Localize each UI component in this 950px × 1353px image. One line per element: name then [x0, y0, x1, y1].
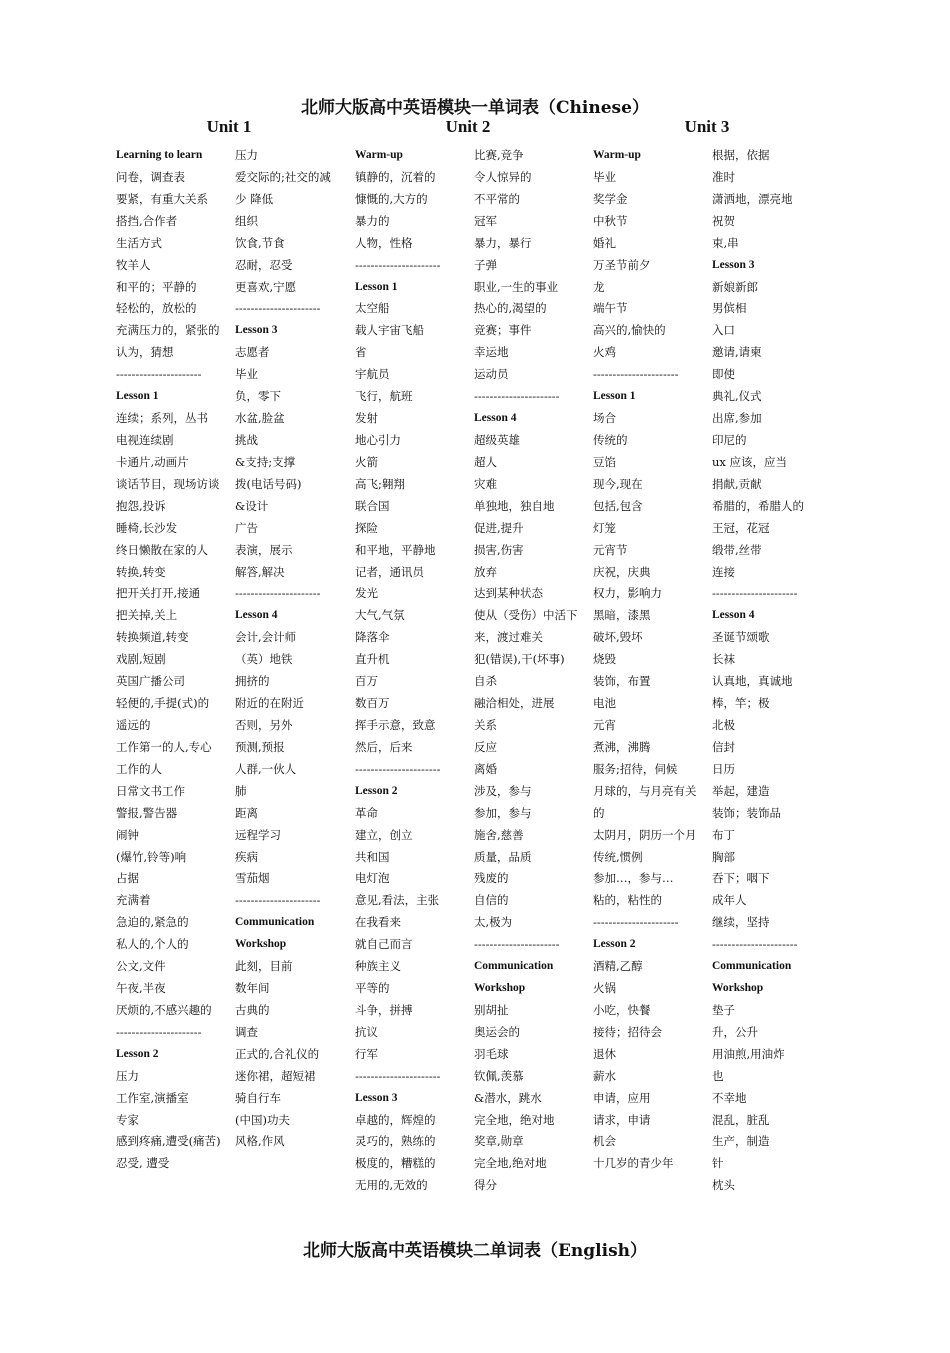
word-entry: 升，公升 [712, 1024, 758, 1039]
word-entry: 不幸地 [712, 1090, 747, 1105]
word-entry: （英）地铁 [235, 652, 293, 667]
word-entry: 日历 [712, 761, 735, 776]
word-entry: ---------------------- [712, 586, 798, 601]
word-entry: 卡通片,动画片 [116, 454, 189, 469]
word-entry: 王冠，花冠 [712, 520, 770, 535]
word-entry: 犯(错误),干(坏事) [474, 652, 565, 667]
word-entry: 附近的在附近 [235, 696, 304, 711]
word-entry: 包括,包含 [593, 498, 643, 513]
word-entry: 离婚 [474, 761, 497, 776]
word-entry: 距离 [235, 805, 258, 820]
word-entry: 信封 [712, 739, 735, 754]
word-entry: 潇洒地，漂亮地 [712, 191, 793, 206]
word-entry: 自信的 [474, 893, 509, 908]
word-entry: 风格,作风 [235, 1134, 285, 1149]
word-entry: 轻便的,手提(式)的 [116, 696, 210, 711]
word-entry: ---------------------- [355, 1068, 441, 1083]
word-entry: 降落伞 [355, 630, 390, 645]
word-entry: 认为，猜想 [116, 345, 174, 360]
word-entry: 祝贺 [712, 213, 735, 228]
section-heading: Lesson 1 [593, 390, 636, 403]
word-entry: 热心的,渴望的 [474, 301, 547, 316]
word-entry: 火鸡 [593, 345, 616, 360]
word-entry: 问卷，调查表 [116, 169, 185, 184]
word-entry: 少 降低 [235, 191, 274, 206]
word-entry: ---------------------- [474, 937, 560, 952]
word-entry: 灯笼 [593, 520, 616, 535]
word-entry: 促进,提升 [474, 520, 524, 535]
word-entry: 权力，影响力 [593, 586, 662, 601]
word-entry: 占据 [116, 871, 139, 886]
word-entry: 忍耐，忍受 [235, 257, 293, 272]
word-column-1 [116, 145, 234, 1175]
word-entry: 损害,伤害 [474, 542, 524, 557]
word-entry: 充满着 [116, 893, 151, 908]
word-entry: 用油煎,用油炸 [712, 1046, 785, 1061]
word-entry: 场合 [593, 411, 616, 426]
word-entry: 极度的，糟糕的 [355, 1156, 436, 1171]
word-entry: 宇航员 [355, 367, 390, 382]
word-entry: 和平地，平静地 [355, 542, 436, 557]
page-title: 北师大版高中英语模块一单词表（Chinese） [301, 98, 649, 118]
word-entry: 解答,解决 [235, 564, 285, 579]
word-entry: 然后，后来 [355, 739, 413, 754]
word-entry: 闹钟 [116, 827, 139, 842]
word-entry: 庆祝，庆典 [593, 564, 651, 579]
word-entry: 数年间 [235, 981, 270, 996]
word-entry: 烧毁 [593, 652, 616, 667]
word-entry: 警报,警告器 [116, 805, 178, 820]
word-entry: 革命 [355, 805, 378, 820]
word-entry: 午夜,半夜 [116, 981, 166, 996]
word-entry: 此刻，目前 [235, 959, 293, 974]
word-entry: 比赛,竞争 [474, 148, 524, 162]
word-entry: 专家 [116, 1112, 139, 1127]
word-entry: 印尼的 [712, 432, 747, 447]
word-entry: 厌烦的,不感兴趣的 [116, 1002, 212, 1017]
word-entry: 融洽相处，进展 [474, 696, 555, 711]
word-entry: &设计 [235, 498, 269, 513]
section-heading: Warm-up [355, 149, 403, 161]
word-entry: 私人的,个人的 [116, 937, 189, 952]
word-entry: 搭挡,合作者 [116, 213, 178, 228]
word-entry: 自杀 [474, 674, 497, 689]
word-entry: 镇静的，沉着的 [355, 169, 436, 184]
word-entry: 谈话节目，现场访谈 [116, 476, 220, 491]
word-entry: 省 [355, 345, 367, 360]
word-entry: 广告 [235, 520, 258, 535]
word-entry: 幸运地 [474, 345, 509, 360]
word-entry: 毕业 [235, 367, 258, 382]
word-entry: 人物，性格 [355, 235, 413, 250]
word-entry: 现今,现在 [593, 476, 643, 491]
word-entry: 钦佩,羡慕 [474, 1068, 524, 1083]
word-entry: 奖章,勋章 [474, 1134, 524, 1149]
word-entry: 负，零下 [235, 389, 281, 404]
word-entry: 雪茄烟 [235, 871, 270, 886]
word-entry: 抱怨,投诉 [116, 498, 166, 513]
word-entry: 充满压力的，紧张的 [116, 323, 220, 338]
section-heading: Lesson 2 [116, 1047, 159, 1060]
word-entry: 正式的,合礼仪的 [235, 1046, 320, 1061]
word-entry: 发光 [355, 586, 378, 601]
word-entry: 意见,看法，主张 [355, 893, 440, 908]
word-entry: 人群,一伙人 [235, 761, 297, 776]
word-entry: 志愿者 [235, 345, 270, 360]
word-entry: ---------------------- [474, 389, 560, 404]
word-entry: 在我看来 [355, 915, 401, 930]
word-entry: 转换,转变 [116, 564, 166, 579]
word-entry: 压力 [116, 1068, 139, 1083]
word-entry: 忍受, 遭受 [116, 1156, 170, 1171]
word-entry: 迷你裙，超短裙 [235, 1068, 316, 1083]
word-entry: &支持;支撑 [235, 454, 296, 469]
word-entry: 数百万 [355, 696, 390, 711]
word-entry: 长袜 [712, 652, 735, 667]
word-entry: 别胡扯 [474, 1002, 509, 1017]
word-entry: ---------------------- [235, 893, 321, 908]
word-entry: 万圣节前夕 [593, 257, 651, 272]
word-entry: 传统的 [593, 432, 628, 447]
word-entry: 调查 [235, 1024, 258, 1039]
word-entry: 放弃 [474, 564, 497, 579]
word-entry: 得分 [474, 1178, 497, 1193]
word-column-2 [235, 145, 353, 1153]
word-entry: 探险 [355, 520, 378, 535]
word-entry: 龙 [593, 279, 605, 294]
word-entry: 把关掉,关上 [116, 608, 178, 623]
word-entry: 完全地，绝对地 [474, 1112, 555, 1127]
word-entry: 完全地,绝对地 [474, 1156, 547, 1171]
word-entry: 使从（受伤）中活下 [474, 608, 578, 623]
word-entry: 终日懒散在家的人 [116, 542, 208, 557]
word-entry: 婚礼 [593, 235, 616, 250]
word-entry: 更喜欢,宁愿 [235, 279, 297, 294]
word-entry: 直升机 [355, 652, 390, 667]
next-section-title: 北师大版高中英语模块二单词表（English） [302, 1241, 648, 1261]
word-entry: 预测,预报 [235, 739, 285, 754]
word-entry: ---------------------- [355, 257, 441, 272]
word-entry: 冠军 [474, 213, 497, 228]
word-entry: 挑战 [235, 432, 258, 447]
section-heading: Workshop [474, 982, 526, 995]
word-entry: 月球的，与月亮有关 [593, 783, 697, 798]
word-entry: 单独地，独自地 [474, 498, 555, 513]
word-entry: 联合国 [355, 498, 390, 513]
word-entry: 太,极为 [474, 915, 513, 930]
word-entry: 出席,参加 [712, 411, 762, 426]
word-entry: 火锅 [593, 981, 616, 996]
word-entry: 质量，品质 [474, 849, 532, 864]
word-entry: 太空船 [355, 301, 390, 316]
word-entry: 关系 [474, 717, 497, 732]
word-entry: 生活方式 [116, 235, 162, 250]
word-entry: 中秋节 [593, 213, 628, 228]
word-entry: 暴力的 [355, 213, 390, 228]
word-entry: 灵巧的，熟练的 [355, 1134, 436, 1149]
word-entry: ---------------------- [593, 367, 679, 382]
word-entry: 不平常的 [474, 191, 520, 206]
word-entry: 缎带,丝带 [712, 542, 762, 557]
word-entry: 成年人 [712, 893, 747, 908]
word-entry: 骑自行车 [235, 1090, 281, 1105]
section-heading: Communication [235, 916, 315, 929]
word-entry: 灾难 [474, 476, 497, 491]
word-entry: 挥手示意，致意 [355, 717, 436, 732]
word-entry: 枕头 [712, 1178, 735, 1193]
word-entry: 薪水 [593, 1068, 616, 1083]
word-entry: 卓越的，辉煌的 [355, 1112, 436, 1127]
word-entry: 慷慨的,大方的 [355, 191, 428, 206]
word-entry: 感到疼痛,遭受(痛苦) [116, 1134, 221, 1149]
word-entry: 装饰；装饰品 [712, 805, 781, 820]
word-entry: 水盆,脸盆 [235, 411, 285, 426]
word-entry: 传统,惯例 [593, 849, 643, 864]
word-entry: 把开关打开,接通 [116, 586, 201, 601]
word-entry: 粘的，粘性的 [593, 893, 662, 908]
word-entry: 古典的 [235, 1002, 270, 1017]
word-entry: 无用的,无效的 [355, 1178, 428, 1193]
word-entry: 请求，申请 [593, 1112, 651, 1127]
section-heading: Lesson 4 [474, 412, 517, 425]
word-entry: 高飞;翱翔 [355, 476, 405, 491]
word-entry: 棒，竿；极 [712, 696, 770, 711]
word-column-4 [474, 145, 592, 1197]
section-heading: Workshop [712, 982, 764, 995]
word-entry: 生产，制造 [712, 1134, 770, 1149]
word-entry: 工作室,演播室 [116, 1090, 189, 1105]
word-entry: 奥运会的 [474, 1024, 520, 1039]
section-heading: Workshop [235, 938, 287, 951]
word-entry: 的 [593, 805, 605, 820]
word-entry: 斗争，拼搏 [355, 1002, 413, 1017]
word-entry: 胸部 [712, 849, 735, 864]
word-entry: 工作第一的人,专心 [116, 739, 212, 754]
word-entry: 发射 [355, 411, 378, 426]
word-entry: 举起，建造 [712, 783, 770, 798]
word-entry: 电灯泡 [355, 871, 390, 886]
word-entry: 连接 [712, 564, 735, 579]
section-heading: Warm-up [593, 149, 641, 161]
word-entry: 酒精,乙醇 [593, 959, 643, 974]
word-entry: 参加，参与 [474, 805, 532, 820]
unit-3-heading: Unit 3 [684, 117, 730, 136]
word-entry: 新娘新郎 [712, 279, 758, 294]
word-entry: 日常文书工作 [116, 783, 185, 798]
word-entry: ---------------------- [235, 301, 321, 316]
word-entry: 太阴月，阴历一个月 [593, 827, 697, 842]
word-entry: 飞行，航班 [355, 389, 413, 404]
word-entry: 男傧相 [712, 301, 747, 316]
word-entry: 即使 [712, 367, 735, 382]
word-entry: 远程学习 [235, 827, 281, 842]
word-entry: 布丁 [712, 827, 735, 842]
word-entry: 共和国 [355, 849, 390, 864]
word-entry: 煮沸，沸腾 [593, 739, 651, 754]
word-entry: 职业,一生的事业 [474, 279, 559, 294]
word-entry: 圣诞节颂歌 [712, 630, 770, 645]
word-entry: 公文,文件 [116, 959, 166, 974]
word-entry: 元宵 [593, 717, 616, 732]
word-entry: 奖学金 [593, 191, 628, 206]
word-entry: 机会 [593, 1134, 616, 1149]
word-entry: 电池 [593, 696, 616, 711]
word-entry: 连续；系列，丛书 [116, 411, 208, 426]
word-entry: 羽毛球 [474, 1046, 509, 1061]
section-heading: Lesson 1 [355, 280, 398, 293]
word-entry: 种族主义 [355, 959, 401, 974]
word-entry: 急迫的,紧急的 [116, 915, 189, 930]
word-entry: ---------------------- [235, 586, 321, 601]
word-entry: 运动员 [474, 367, 509, 382]
word-entry: 服务;招待，伺候 [593, 761, 678, 776]
word-entry: 饮食,节食 [235, 235, 285, 250]
word-entry: 抗议 [355, 1024, 378, 1039]
word-entry: 根据，依据 [712, 148, 770, 162]
word-entry: 高兴的,愉快的 [593, 323, 666, 338]
section-heading: Lesson 4 [235, 609, 278, 622]
section-heading: Communication [474, 960, 554, 973]
word-entry: 继续，坚持 [712, 915, 770, 930]
word-entry: 吞下；咽下 [712, 871, 770, 886]
word-entry: ---------------------- [593, 915, 679, 930]
word-entry: 大气,气氛 [355, 608, 405, 623]
word-entry: 退休 [593, 1046, 616, 1061]
word-entry: 混乱，脏乱 [712, 1112, 770, 1127]
word-entry: (爆竹,铃等)响 [116, 849, 187, 864]
section-heading: Learning to learn [116, 149, 203, 161]
word-entry: 牧羊人 [116, 257, 151, 272]
word-entry: 疾病 [235, 849, 258, 864]
word-entry: 行军 [355, 1046, 378, 1061]
word-entry: 百万 [355, 674, 378, 689]
word-entry: 装饰，布置 [593, 674, 651, 689]
word-entry: 典礼,仪式 [712, 389, 762, 404]
word-entry: 遥远的 [116, 717, 151, 732]
word-entry: 建立，创立 [355, 827, 413, 842]
word-entry: 轻松的，放松的 [116, 301, 197, 316]
word-entry: 捐献,贡献 [712, 476, 762, 491]
word-entry: 会计,会计师 [235, 630, 297, 645]
word-entry: 睡椅,长沙发 [116, 520, 178, 535]
word-entry: 元宵节 [593, 542, 628, 557]
word-entry: 肺 [235, 783, 247, 798]
word-entry: 令人惊异的 [474, 169, 532, 184]
word-entry: 压力 [235, 148, 258, 162]
word-entry: ---------------------- [116, 1024, 202, 1039]
word-entry: 竞赛；事件 [474, 323, 532, 338]
word-entry: 黑暗，漆黑 [593, 608, 651, 623]
word-entry: 工作的人 [116, 761, 162, 776]
word-entry: 参加…，参与… [593, 871, 674, 886]
word-entry: 英国广播公司 [116, 674, 185, 689]
word-entry: 火箭 [355, 454, 378, 469]
word-entry: 申请，应用 [593, 1090, 651, 1105]
word-entry: 表演，展示 [235, 542, 293, 557]
word-entry: 否则，另外 [235, 717, 293, 732]
word-entry: ux 应该，应当 [712, 454, 788, 469]
word-column-6 [712, 145, 830, 1197]
word-entry: 地心引力 [355, 432, 401, 447]
word-entry: 毕业 [593, 169, 616, 184]
word-entry: 戏剧,短剧 [116, 652, 166, 667]
word-entry: 转换频道,转变 [116, 630, 189, 645]
word-entry: 垫子 [712, 1002, 735, 1017]
section-heading: Communication [712, 960, 792, 973]
word-entry: (中国)功夫 [235, 1112, 290, 1127]
unit-2-heading: Unit 2 [445, 117, 491, 136]
word-entry: 端午节 [593, 301, 628, 316]
word-entry: 电视连续剧 [116, 432, 174, 447]
section-heading: Lesson 4 [712, 609, 755, 622]
word-entry: 载人宇宙飞船 [355, 323, 424, 338]
word-entry: 暴力，暴行 [474, 235, 532, 250]
word-entry: 超级英雄 [474, 432, 520, 447]
section-heading: Lesson 2 [355, 784, 398, 797]
word-entry: 要紧，有重大关系 [116, 191, 208, 206]
word-entry: 爱交际的;社交的减 [235, 169, 331, 184]
word-entry: 北极 [712, 717, 735, 732]
word-entry: 小吃，快餐 [593, 1002, 651, 1017]
word-entry: 准时 [712, 169, 735, 184]
word-entry: 涉及，参与 [474, 783, 532, 798]
word-entry: 残废的 [474, 871, 509, 886]
word-entry: 豆馅 [593, 454, 616, 469]
word-entry: 十几岁的青少年 [593, 1156, 674, 1171]
word-entry: 记者，通讯员 [355, 564, 424, 579]
section-heading: Lesson 1 [116, 390, 159, 403]
section-heading: Lesson 2 [593, 938, 636, 951]
word-entry: 也 [712, 1068, 724, 1083]
unit-1-heading: Unit 1 [206, 117, 252, 136]
word-entry: 施舍,慈善 [474, 827, 524, 842]
word-entry: 拨(电话号码) [235, 476, 302, 491]
section-heading: Lesson 3 [712, 258, 755, 271]
section-heading: Lesson 3 [235, 324, 278, 337]
word-entry: &潜水，跳水 [474, 1090, 542, 1105]
word-entry: 认真地，真诚地 [712, 674, 793, 689]
word-entry: 就自己而言 [355, 937, 413, 952]
word-entry: 和平的；平静的 [116, 279, 197, 294]
word-entry: 超人 [474, 454, 497, 469]
word-entry: 破坏,毁坏 [593, 630, 643, 645]
word-entry: 希腊的，希腊人的 [712, 498, 804, 513]
word-column-3 [355, 145, 473, 1197]
word-column-5 [593, 145, 711, 1175]
section-heading: Lesson 3 [355, 1091, 398, 1104]
word-entry: 邀请,请柬 [712, 345, 762, 360]
word-entry: ---------------------- [116, 367, 202, 382]
word-entry: 入口 [712, 323, 735, 338]
word-entry: ---------------------- [355, 761, 441, 776]
word-entry: 组织 [235, 213, 258, 228]
word-entry: 来，渡过难关 [474, 630, 543, 645]
word-entry: ---------------------- [712, 937, 798, 952]
word-entry: 达到某种状态 [474, 586, 543, 601]
word-entry: 子弹 [474, 257, 497, 272]
word-entry: 束,串 [712, 235, 739, 250]
word-entry: 接待；招待会 [593, 1024, 662, 1039]
word-entry: 针 [712, 1156, 724, 1171]
word-entry: 反应 [474, 739, 497, 754]
word-entry: 拥挤的 [235, 674, 270, 689]
word-entry: 平等的 [355, 981, 390, 996]
